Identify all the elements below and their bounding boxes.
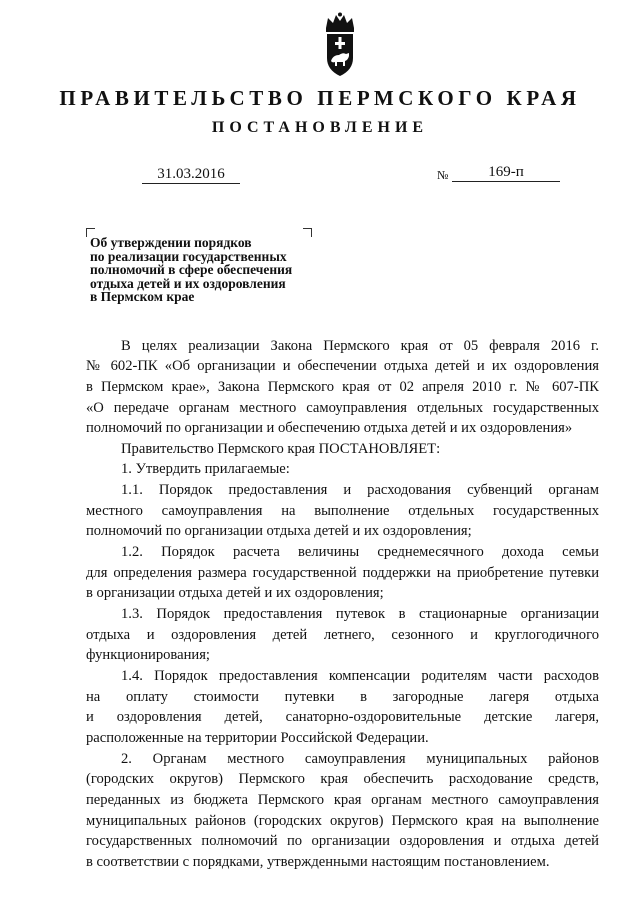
number-sign: № (437, 168, 449, 182)
body-line: государственных полномочий по организации оздоровления и отдыха детей (86, 833, 599, 849)
body-line: и оздоровления детей, санаторно-оздоровительные детские лагеря, (86, 709, 599, 725)
document-subject: Об утверждении порядков по реализации государственных полномочий в сфере обеспечения отдыха детей и их оздоровления в Пермском крае (90, 235, 293, 305)
body-line: 1.2. Порядок расчета величины среднемесячного дохода семьи (121, 544, 599, 560)
perm-krai-coat-of-arms-icon (318, 12, 362, 78)
body-line: 2. Органам местного самоуправления муниципальных районов (121, 751, 599, 767)
document-date: 31.03.2016 (142, 165, 240, 184)
body-line: расположенные на территории Российской Федерации. (86, 730, 429, 746)
body-line: в организации отдыха детей и их оздоровления; (86, 585, 384, 601)
body-line: функционирования; (86, 647, 210, 663)
body-line: В целях реализации Закона Пермского края от 05 февраля 2016 г. (121, 338, 599, 354)
body-line: местного самоуправления на выполнение отдельных государственных (86, 503, 599, 519)
body-line: «О передаче органам местного самоуправления отдельных государственных (86, 400, 599, 416)
body-line: Правительство Пермского края ПОСТАНОВЛЯЕТ: (121, 441, 441, 457)
body-line: 1. Утвердить прилагаемые: (121, 461, 290, 477)
document-type: ПОСТАНОВЛЕНИЕ (211, 119, 429, 136)
government-name: ПРАВИТЕЛЬСТВО ПЕРМСКОГО КРАЯ (59, 86, 581, 110)
body-line: полномочий по организации и обеспечению отдыха детей и их оздоровления» (86, 420, 573, 436)
body-line: № 602-ПК «Об организации и обеспечении отдыха детей и их оздоровления (86, 358, 599, 374)
document-number: 169-п (452, 163, 560, 182)
body-line: переданных из бюджета Пермского края органам местного самоуправления (86, 792, 599, 808)
body-line: в Пермском крае», Закона Пермского края от 02 апреля 2010 г. № 607-ПК (86, 379, 599, 395)
body-line: 1.4. Порядок предоставления компенсации родителям части расходов (121, 668, 599, 684)
body-line: (городских округов) Пермского края обеспечить расходование средств, (86, 771, 599, 787)
body-line: в соответствии с порядками, утвержденными настоящим постановлением. (86, 854, 550, 870)
body-line: 1.3. Порядок предоставления путевок в стационарные организации (121, 606, 599, 622)
body-line: полномочий по организации отдыха детей и их оздоровления; (86, 523, 472, 539)
body-line: 1.1. Порядок предоставления и расходования субвенций органам (121, 482, 599, 498)
body-line: отдыха и оздоровления детей летнего, сезонного и круглогодичного (86, 627, 599, 643)
body-line: на оплату стоимости путевки в загородные лагеря отдыха (86, 689, 599, 705)
body-line: муниципальных районов (городских округов) Пермского края на выполнение (86, 813, 599, 829)
body-line: для определения размера государственной поддержки на приобретение путевки (86, 565, 599, 581)
